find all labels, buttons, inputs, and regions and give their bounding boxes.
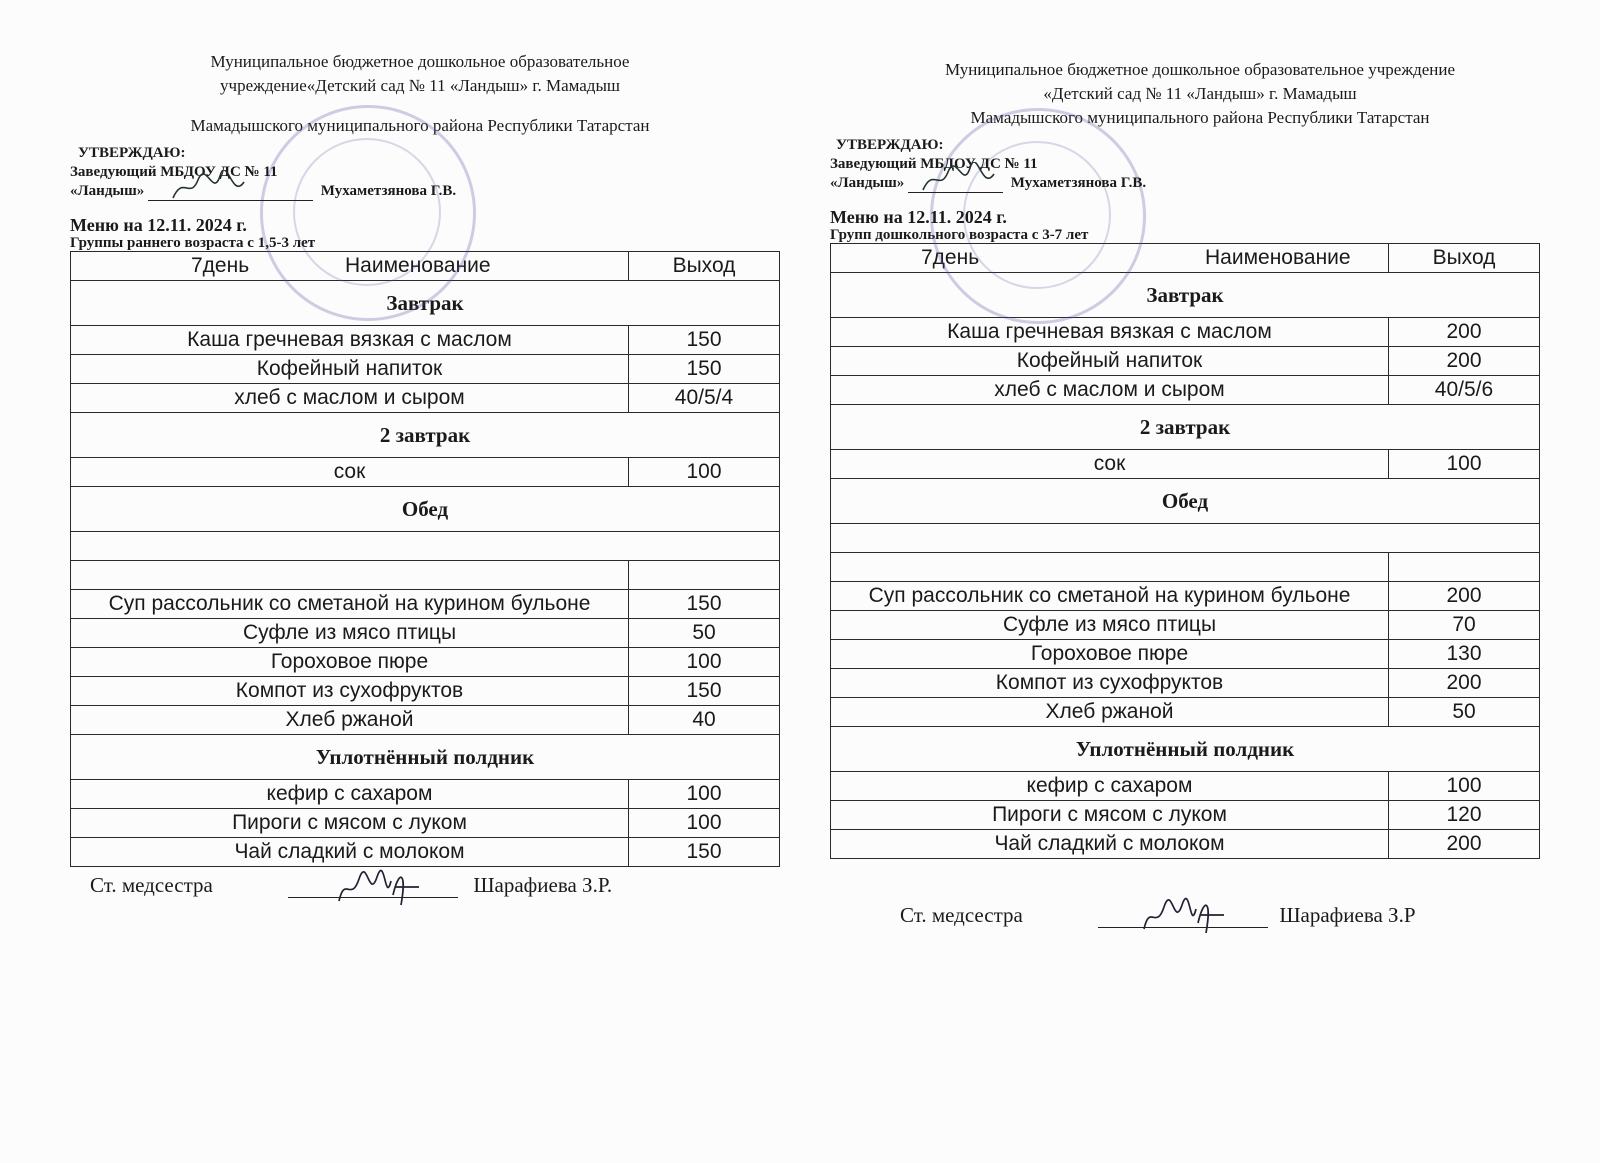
dish-out: 100 [1389, 772, 1540, 801]
section-snack: Уплотнённый полдник [71, 735, 780, 780]
table-row-empty [71, 561, 780, 590]
head-signature [168, 170, 248, 204]
table-row [831, 698, 1540, 727]
dish-out: 50 [1389, 698, 1540, 727]
table-row [71, 780, 780, 809]
institution-header [830, 58, 1550, 130]
table-row [831, 801, 1540, 830]
dish-name: Суп рассольник со сметаной на курином бульоне [71, 590, 629, 619]
dish-out: 200 [1389, 830, 1540, 859]
dish-name: Компот из сухофруктов [831, 669, 1389, 698]
dish-out: 40/5/4 [629, 384, 780, 413]
dish-out: 120 [1389, 801, 1540, 830]
dish-name: Кофейный напиток [71, 355, 629, 384]
dish-out: 130 [1389, 640, 1540, 669]
table-row [71, 384, 780, 413]
dish-out: 100 [1389, 450, 1540, 479]
age-group: Групп дошкольного возраста с 3-7 лет [830, 227, 1089, 243]
nurse-name: Шарафиева З.Р [1279, 903, 1416, 927]
table-row [71, 706, 780, 735]
table-row [71, 326, 780, 355]
dish-name: Кофейный напиток [831, 347, 1389, 376]
section-lunch: Обед [71, 487, 780, 532]
dish-name: кефир с сахаром [71, 780, 629, 809]
institution-line1: Муниципальное бюджетное дошкольное образовательное [210, 52, 630, 71]
section-breakfast: Завтрак [71, 281, 780, 326]
dish-out: 150 [629, 590, 780, 619]
section-lunch: Обед [831, 479, 1540, 524]
nurse-title: Ст. медсестра [90, 873, 213, 897]
dish-out: 150 [629, 355, 780, 384]
head-org: «Ландыш» [830, 175, 905, 191]
dish-out: 200 [1389, 582, 1540, 611]
dish-name: Чай сладкий с молоком [71, 838, 629, 867]
dish-out: 150 [629, 838, 780, 867]
col-day: 7день [831, 244, 1056, 273]
dish-out: 40/5/6 [1389, 376, 1540, 405]
dish-name: Суфле из мясо птицы [71, 619, 629, 648]
approval-block [70, 144, 790, 201]
dish-name: Каша гречневая вязкая с маслом [831, 318, 1389, 347]
dish-out: 100 [629, 809, 780, 838]
table-row [831, 450, 1540, 479]
head-title: Заведующий МБДОУ ДС № 11 [70, 164, 278, 180]
section-snack: Уплотнённый полдник [831, 727, 1540, 772]
head-name: Мухаметзянова Г.В. [1010, 175, 1147, 191]
dish-name: Гороховое пюре [71, 648, 629, 677]
dish-name: сок [831, 450, 1389, 479]
dish-name: Пироги с мясом с луком [831, 801, 1389, 830]
col-name: Наименование [325, 252, 629, 281]
dish-out: 40 [629, 706, 780, 735]
table-row [831, 830, 1540, 859]
dish-name: Каша гречневая вязкая с маслом [71, 326, 629, 355]
dish-out: 100 [629, 780, 780, 809]
table-row-empty [831, 553, 1540, 582]
dish-name: хлеб с маслом и сыром [831, 376, 1389, 405]
head-signature-line [908, 176, 1003, 193]
col-out: Выход [1389, 244, 1540, 273]
dish-name: Хлеб ржаной [71, 706, 629, 735]
table-row [831, 582, 1540, 611]
head-name: Мухаметзянова Г.В. [320, 183, 457, 199]
table-row [71, 838, 780, 867]
nurse-signature [333, 865, 423, 909]
table-row [71, 458, 780, 487]
table-row [71, 355, 780, 384]
nurse-signature [1138, 893, 1228, 937]
dish-name: Гороховое пюре [831, 640, 1389, 669]
head-signature [918, 162, 998, 196]
dish-out: 150 [629, 677, 780, 706]
table-row-empty [831, 524, 1540, 553]
institution-line3: Мамадышского муниципального района Республики Татарстан [190, 116, 650, 135]
col-day: 7день [71, 252, 326, 281]
table-row [71, 619, 780, 648]
institution-line3: Мамадышского муниципального района Республики Татарстан [970, 108, 1430, 127]
menu-date: Меню на 12.11. 2024 г. [70, 215, 247, 235]
col-out: Выход [629, 252, 780, 281]
institution-line2: учреждение«Детский сад № 11 «Ландыш» г. Мамадыш [220, 76, 620, 95]
age-group: Группы раннего возраста с 1,5-3 лет [70, 235, 316, 251]
table-row [71, 677, 780, 706]
head-org: «Ландыш» [70, 183, 145, 199]
nurse-title: Ст. медсестра [900, 903, 1023, 927]
dish-out: 100 [629, 458, 780, 487]
dish-name: кефир с сахаром [831, 772, 1389, 801]
head-signature-line [148, 184, 313, 201]
dish-name: хлеб с маслом и сыром [71, 384, 629, 413]
table-row-empty [71, 532, 780, 561]
table-row [831, 772, 1540, 801]
dish-name: Компот из сухофруктов [71, 677, 629, 706]
round-stamp [260, 105, 476, 321]
dish-out: 50 [629, 619, 780, 648]
head-title: Заведующий МБДОУ ДС № 11 [830, 156, 1038, 172]
table-row [831, 376, 1540, 405]
dish-out: 200 [1389, 669, 1540, 698]
approve-label: УТВЕРЖДАЮ: [836, 137, 944, 153]
col-name: Наименование [1055, 244, 1389, 273]
dish-name: Суфле из мясо птицы [831, 611, 1389, 640]
table-row [831, 669, 1540, 698]
menu-date: Меню на 12.11. 2024 г. [830, 207, 1007, 227]
approve-label: УТВЕРЖДАЮ: [78, 145, 186, 161]
table-row [831, 640, 1540, 669]
section-breakfast2: 2 завтрак [71, 413, 780, 458]
table-row [71, 648, 780, 677]
dish-name: Суп рассольник со сметаной на курином бульоне [831, 582, 1389, 611]
table-row [71, 590, 780, 619]
dish-name: сок [71, 458, 629, 487]
nurse-signature-block [830, 903, 1550, 928]
menu-table [70, 251, 780, 867]
dish-out: 200 [1389, 318, 1540, 347]
dish-name: Чай сладкий с молоком [831, 830, 1389, 859]
dish-name: Хлеб ржаной [831, 698, 1389, 727]
institution-line1: Муниципальное бюджетное дошкольное образовательное учреждение [945, 60, 1455, 79]
dish-out: 70 [1389, 611, 1540, 640]
institution-line2: «Детский сад № 11 «Ландыш» г. Мамадыш [1043, 84, 1357, 103]
nurse-signature-line [1098, 909, 1268, 928]
menu-table [830, 243, 1540, 859]
nurse-signature-block [70, 873, 790, 898]
table-row [831, 611, 1540, 640]
table-row [831, 347, 1540, 376]
nurse-signature-line [288, 879, 458, 898]
section-breakfast: Завтрак [831, 273, 1540, 318]
table-row [71, 809, 780, 838]
dish-out: 100 [629, 648, 780, 677]
dish-name: Пироги с мясом с луком [71, 809, 629, 838]
dish-out: 150 [629, 326, 780, 355]
menu-sheet-preschool [830, 58, 1550, 928]
menu-sheet-early-age [70, 50, 790, 898]
table-row [831, 318, 1540, 347]
section-breakfast2: 2 завтрак [831, 405, 1540, 450]
nurse-name: Шарафиева З.Р. [473, 873, 613, 897]
approval-block [830, 136, 1550, 193]
dish-out: 200 [1389, 347, 1540, 376]
